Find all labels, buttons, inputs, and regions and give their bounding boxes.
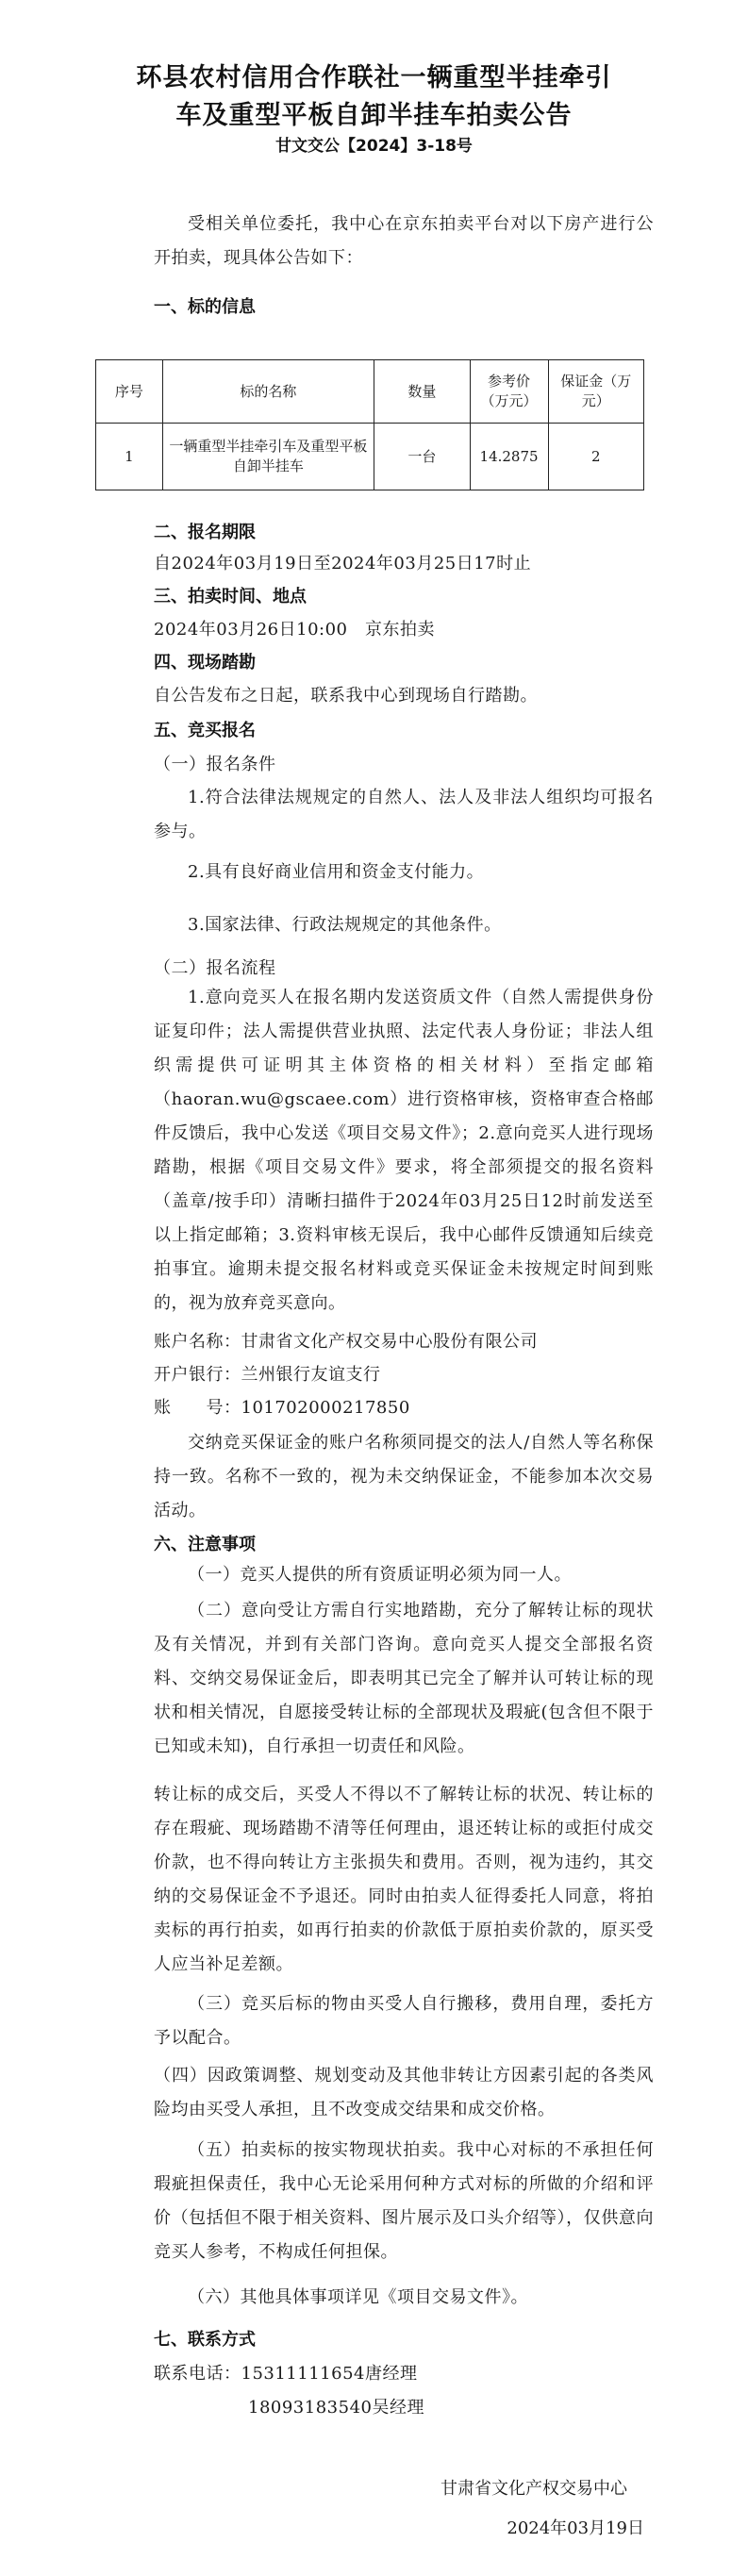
- lot-info-table: [95, 359, 644, 490]
- bank-name: 开户银行：兰州银行友谊支行: [154, 1365, 381, 1385]
- notice-item-2-continued: 转让标的成交后，买受人不得以不了解转让标的状况、转让标的存在瑕疵、现场踏勘不清等任何理由，退还转让标的或拒付成交价款，也不得向转让方主张损失和费用。否则，视为违约，其交纳的交易保证金不予退还。同时由拍卖人征得委托人同意，将拍卖标的再行拍卖，如再行拍卖的价款低于原拍卖价款的，原买受人应当补足差额。: [154, 1785, 654, 1974]
- account-name: 账户名称：甘肃省文化产权交易中心股份有限公司: [154, 1332, 538, 1352]
- contact-phone-1: 联系电话：15311111654唐经理: [154, 2364, 418, 2384]
- header-cell: 数量: [374, 360, 470, 424]
- subheading-process: （二）报名流程: [154, 958, 276, 978]
- issuer-organization: 甘肃省文化产权交易中心: [440, 2479, 627, 2499]
- notice-item-2: （二）意向受让方需自行实地踏勘，充分了解转让标的现状及有关情况，并到有关部门咨询。意向竞买人提交全部报名资料、交纳交易保证金后，即表明其已完全了解并认可转让标的现状和相关情况，自愿接受转让标的全部现状及瑕疵(包含但不限于已知或未知)，自行承担一切责任和风险。: [154, 1601, 654, 1756]
- registration-period: 自2024年03月19日至2024年03月25日17时止: [154, 554, 532, 573]
- condition-2: 2.具有良好商业信用和资金支付能力。: [188, 862, 485, 882]
- table-cell: 1: [96, 424, 163, 490]
- account-number: 账 号：101702000217850: [154, 1398, 410, 1418]
- title-line-1: 环县农村信用合作联社一辆重型半挂牵引: [136, 63, 612, 92]
- process-paragraph: 1.意向竞买人在报名期内发送资质文件（自然人需提供身份证复印件；法人需提供营业执照、法定代表人身份证；非法人组织需提供可证明其主体资格的相关材料）至指定邮箱（haoran.wu@gscaee.com）进行资格审核，资格审查合格邮件反馈后，我中心发送《项目交易文件》；2.意向竞买人进行现场踏勘，根据《项目交易文件》要求，将全部须提交的报名资料（盖章/按手印）清晰扫描件于2024年03月25日12时前发送至以上指定邮箱；3.资料审核无误后，我中心邮件反馈通知后续竞拍事宜。逾期未提交报名材料或竞买保证金未按规定时间到账的，视为放弃竞买意向。: [154, 988, 654, 1313]
- section-1-heading: 一、标的信息: [154, 297, 256, 317]
- intro-paragraph: 受相关单位委托，我中心在京东拍卖平台对以下房产进行公开拍卖，现具体公告如下：: [154, 214, 654, 268]
- header-cell: 序号: [96, 360, 163, 424]
- table-cell: 一台: [374, 424, 470, 490]
- notice-item-4: （四）因政策调整、规划变动及其他非转让方因素引起的各类风险均由买受人承担，且不改变成交结果和成交价格。: [154, 2066, 654, 2119]
- document-number: 甘文交公【2024】3-18号: [275, 137, 473, 156]
- section-4-heading: 四、现场踏勘: [154, 653, 256, 673]
- header-cell: 保证金（万元）: [548, 360, 643, 424]
- section-6-heading: 六、注意事项: [154, 1535, 256, 1554]
- header-cell: 标的名称: [162, 360, 374, 424]
- notice-item-1: （一）竞买人提供的所有资质证明必须为同一人。: [188, 1565, 572, 1585]
- table-cell: 2: [548, 424, 643, 490]
- table-cell: 14.2875: [470, 424, 548, 490]
- deposit-note: 交纳竞买保证金的账户名称须同提交的法人/自然人等名称保持一致。名称不一致的，视为未交纳保证金，不能参加本次交易活动。: [154, 1433, 654, 1521]
- subheading-conditions: （一）报名条件: [154, 755, 276, 774]
- section-3-heading: 三、拍卖时间、地点: [154, 587, 307, 607]
- title-line-2: 车及重型平板自卸半挂车拍卖公告: [175, 101, 573, 130]
- section-5-heading: 五、竞买报名: [154, 721, 256, 740]
- issue-date: 2024年03月19日: [507, 2518, 644, 2538]
- condition-3: 3.国家法律、行政法规规定的其他条件。: [188, 915, 502, 935]
- table-cell: 一辆重型半挂牵引车及重型平板自卸半挂车: [162, 424, 374, 490]
- table-row: [96, 424, 644, 490]
- notice-item-3: （三）竞买后标的物由买受人自行搬移，费用自理，委托方予以配合。: [154, 1994, 654, 2048]
- condition-1: 1.符合法律法规规定的自然人、法人及非法人组织均可报名参与。: [154, 788, 654, 841]
- section-2-heading: 二、报名期限: [154, 523, 256, 542]
- section-7-heading: 七、联系方式: [154, 2330, 256, 2350]
- contact-phone-2: 18093183540吴经理: [248, 2398, 424, 2418]
- notice-item-6: （六）其他具体事项详见《项目交易文件》。: [188, 2287, 528, 2307]
- table-header-row: [96, 360, 644, 424]
- notice-item-5: （五）拍卖标的按实物现状拍卖。我中心对标的不承担任何瑕疵担保责任，我中心无论采用何种方式对标的所做的介绍和评价（包括但不限于相关资料、图片展示及口头介绍等），仅供意向竞买人参考，不构成任何担保。: [154, 2140, 654, 2262]
- header-cell: 参考价（万元）: [470, 360, 548, 424]
- site-inspection-text: 自公告发布之日起，联系我中心到现场自行踏勘。: [154, 686, 538, 706]
- auction-time-place: 2024年03月26日10:00 京东拍卖: [154, 620, 435, 640]
